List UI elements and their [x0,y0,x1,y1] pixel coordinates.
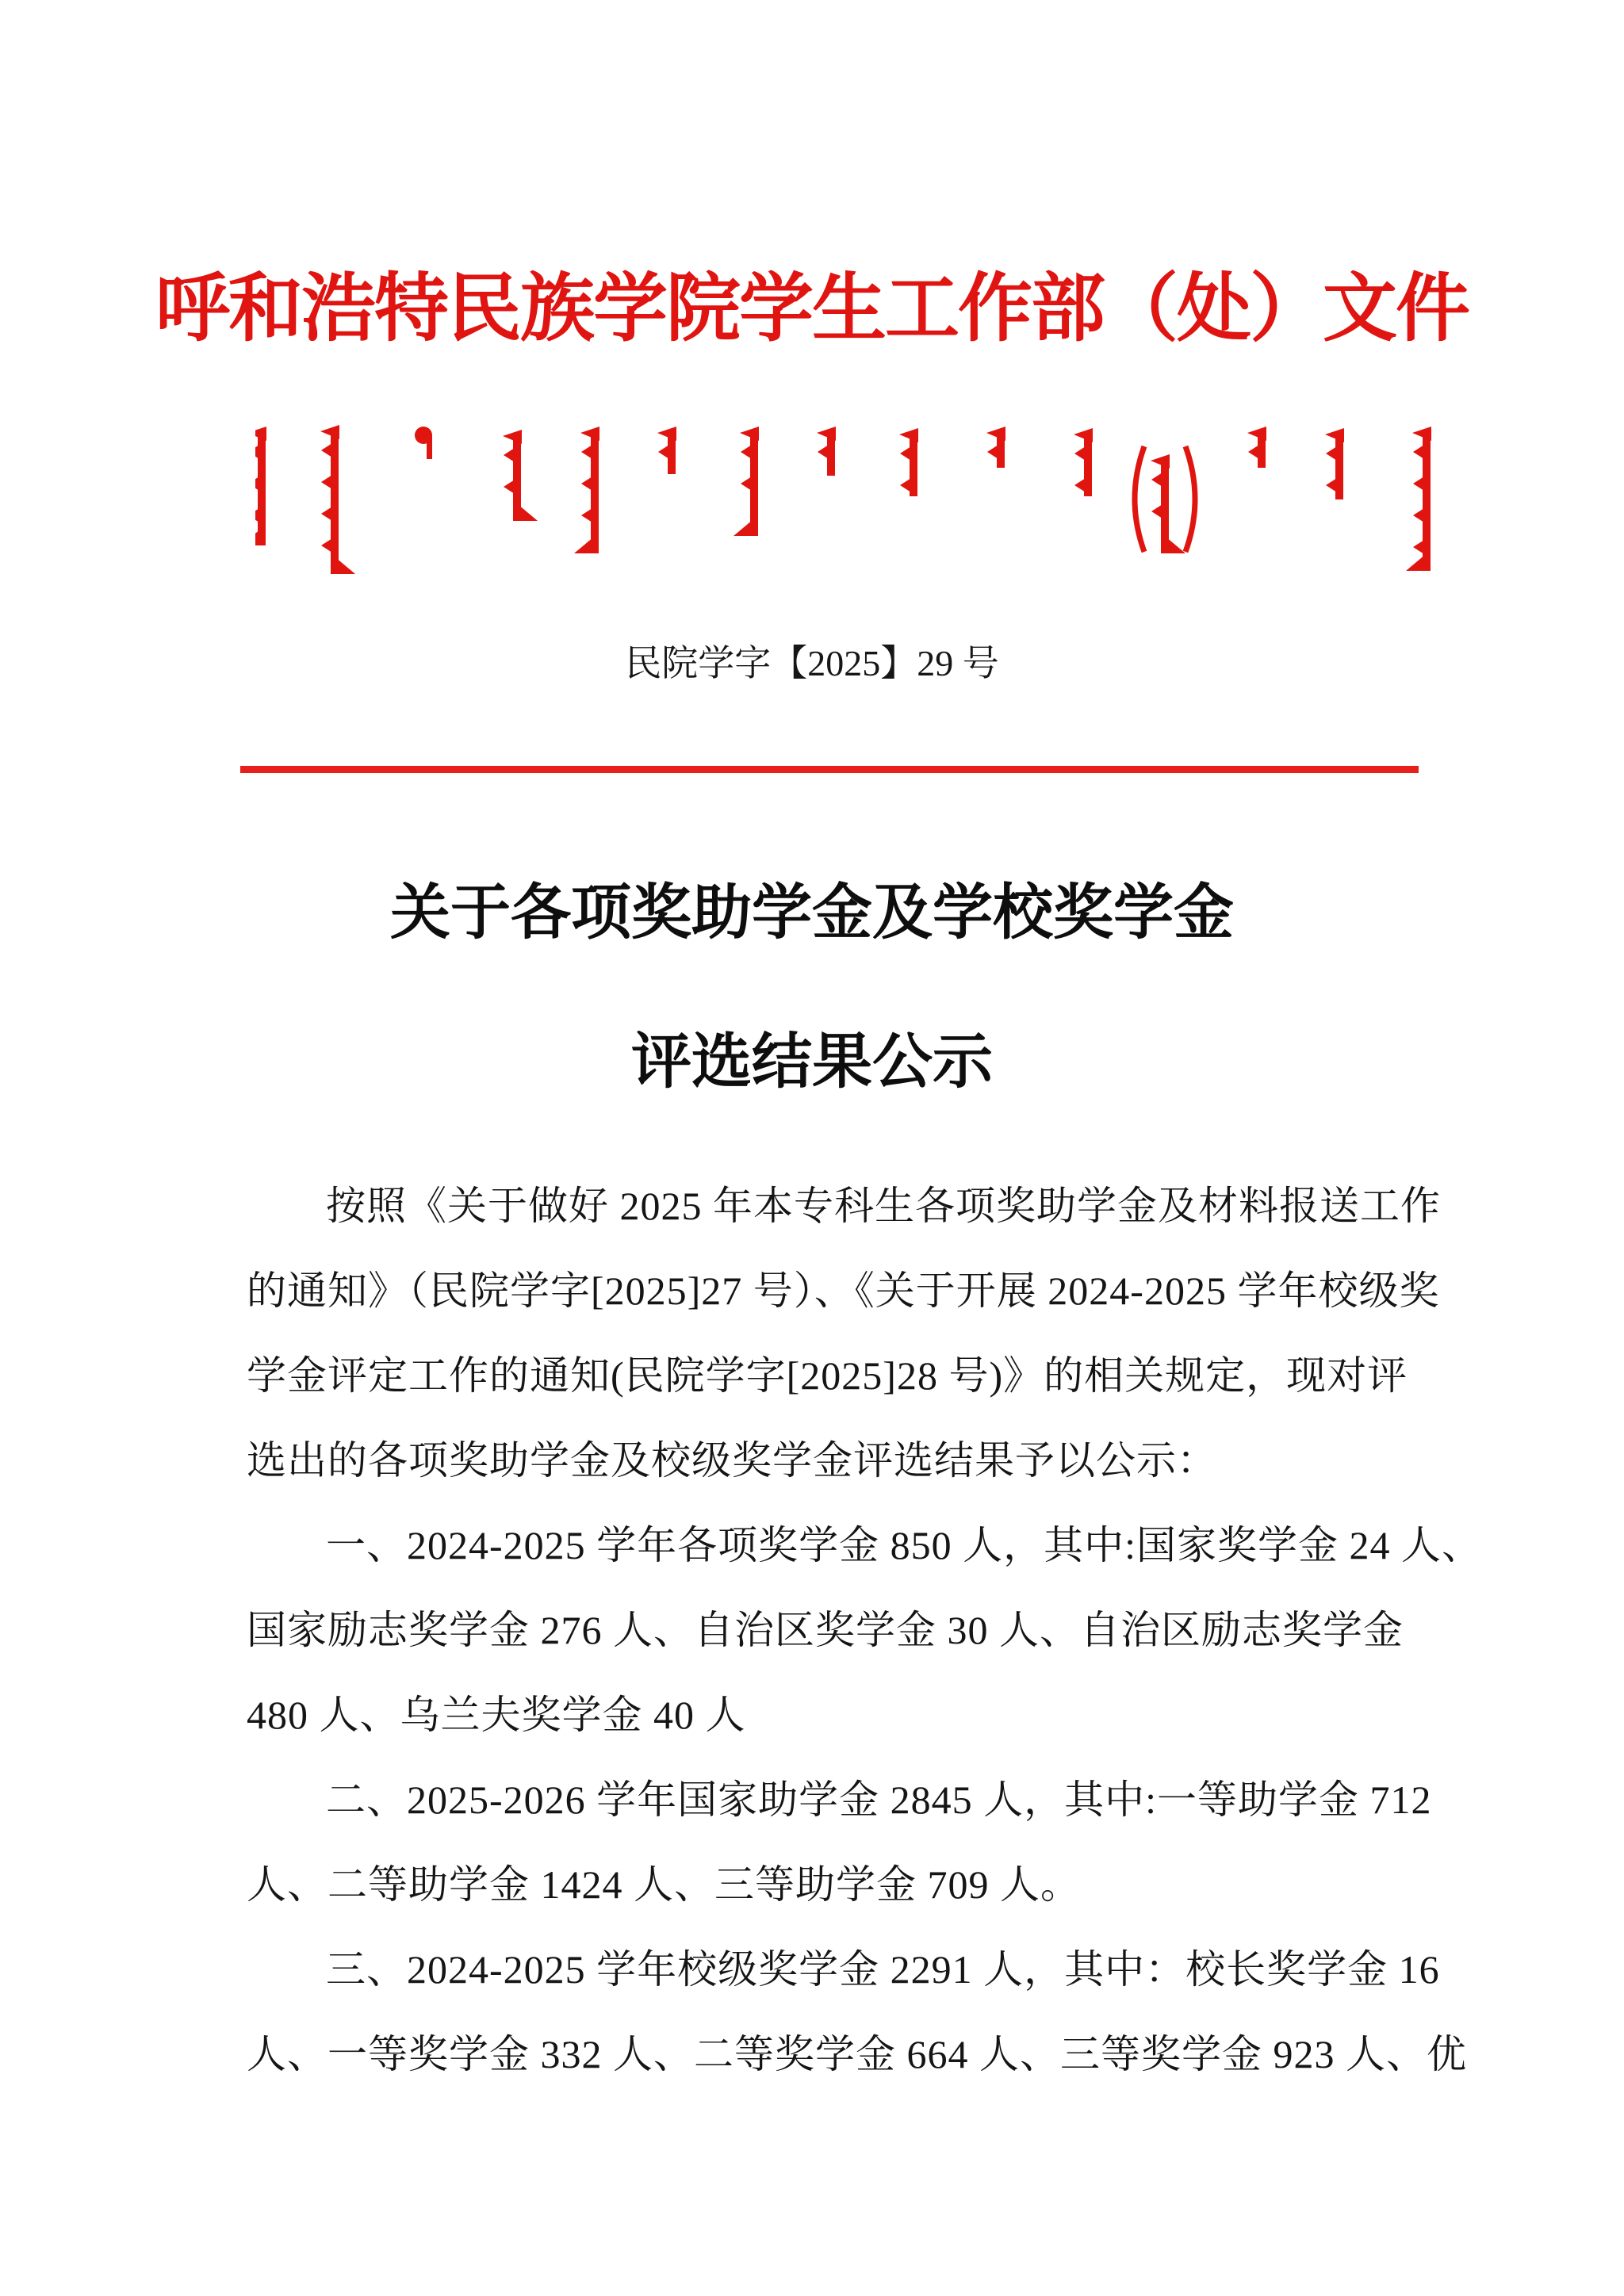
body-line: 的通知》（民院学字[2025]27 号）、《关于开展 2024-2025 学年校级奖 [247,1269,1440,1313]
mongolian-glyph-stroke [1413,476,1424,491]
mongolian-glyph-stroke [321,507,332,521]
mongolian-glyph-stroke [581,445,592,459]
mongolian-glyph-stroke [900,478,911,492]
mongolian-glyph-stroke [1161,533,1185,553]
mongolian-glyph-stroke [504,480,515,494]
body-line: 一、2024-2025 学年各项奖学金 850 人，其中:国家奖学金 24 人、 [326,1523,1483,1567]
mongolian-glyph-stroke [741,476,752,491]
mongolian-glyph-stroke [1326,446,1337,461]
mongolian-glyph-stroke [1161,457,1169,541]
mongolian-glyph-stroke [987,445,998,459]
mongolian-glyph-stroke [581,508,592,522]
mongolian-glyph-stroke [900,446,911,461]
mongolian-glyph-stroke [1413,540,1424,554]
mongolian-glyph-stroke [321,475,332,489]
mongolian-script-banner [255,422,1446,596]
mongolian-glyph-stroke [1248,445,1259,459]
mongolian-glyph-stroke [733,515,758,536]
document-title-line1: 关于各项奖助学金及学校奖学金 [390,880,1234,947]
mongolian-glyph-stroke [513,433,521,508]
mongolian-glyph-stroke [1151,504,1162,519]
mongolian-glyph-stroke [1413,445,1424,459]
org-title: 呼和浩特民族学院学生工作部（处）文件 [155,268,1469,350]
mongolian-glyph-stroke [1074,478,1086,492]
mongolian-glyph-stroke [1074,446,1086,461]
mongolian-glyph-stroke [658,445,669,459]
mongolian-glyph-stroke [818,445,829,459]
mongolian-glyph-stroke [321,443,332,457]
mongolian-glyph-stroke [513,500,538,521]
mongolian-glyph-stroke [1413,508,1424,522]
body-line: 国家励志奖学金 276 人、自治区奖学金 30 人、自治区励志奖学金 [247,1608,1404,1652]
mongolian-glyph-stroke [750,430,758,523]
mongolian-glyph-stroke [741,445,752,459]
mongolian-glyph-stroke [574,533,599,553]
mongolian-glyph-stroke [255,508,259,522]
mongolian-glyph-stroke [1406,550,1431,571]
mongolian-glyph-stroke [331,553,355,574]
body-line: 二、2025-2026 学年国家助学金 2845 人，其中:一等助学金 712 [326,1777,1432,1822]
body-line: 选出的各项奖助学金及校级奖学金评选结果予以公示： [247,1438,1217,1483]
mongolian-glyph-stroke [1151,473,1162,487]
body-text [247,1164,1483,2097]
mongolian-glyph-stroke [255,445,259,459]
doc-number: 民院学字【2025】29 号 [625,643,999,683]
mongolian-glyph-stroke [321,538,332,553]
mongolian-glyph-stroke [427,435,432,459]
body-line: 人、二等助学金 1424 人、三等助学金 709 人。 [247,1862,1081,1907]
mongolian-glyph-stroke [1135,446,1144,552]
mongolian-glyph-stroke [1185,446,1195,552]
body-line: 三、2024-2025 学年校级奖学金 2291 人，其中：校长奖学金 16 [326,1947,1440,1992]
mongolian-glyph-stroke [1326,478,1337,492]
mongolian-glyph-stroke [255,476,259,491]
body-line: 按照《关于做好 2025 年本专科生各项奖助学金及材料报送工作 [326,1184,1441,1228]
body-line: 480 人、乌兰夫奖学金 40 人 [247,1693,746,1737]
mongolian-glyph-stroke [581,476,592,491]
body-line: 人、一等奖学金 332 人、二等奖学金 664 人、三等奖学金 923 人、优 [247,2032,1467,2076]
document-title-line2: 评选结果公示 [631,1029,993,1096]
body-line: 学金评定工作的通知(民院学字[2025]28 号)》的相关规定，现对评 [247,1353,1408,1398]
red-divider-line [240,766,1419,773]
mongolian-glyph-stroke [504,448,515,462]
